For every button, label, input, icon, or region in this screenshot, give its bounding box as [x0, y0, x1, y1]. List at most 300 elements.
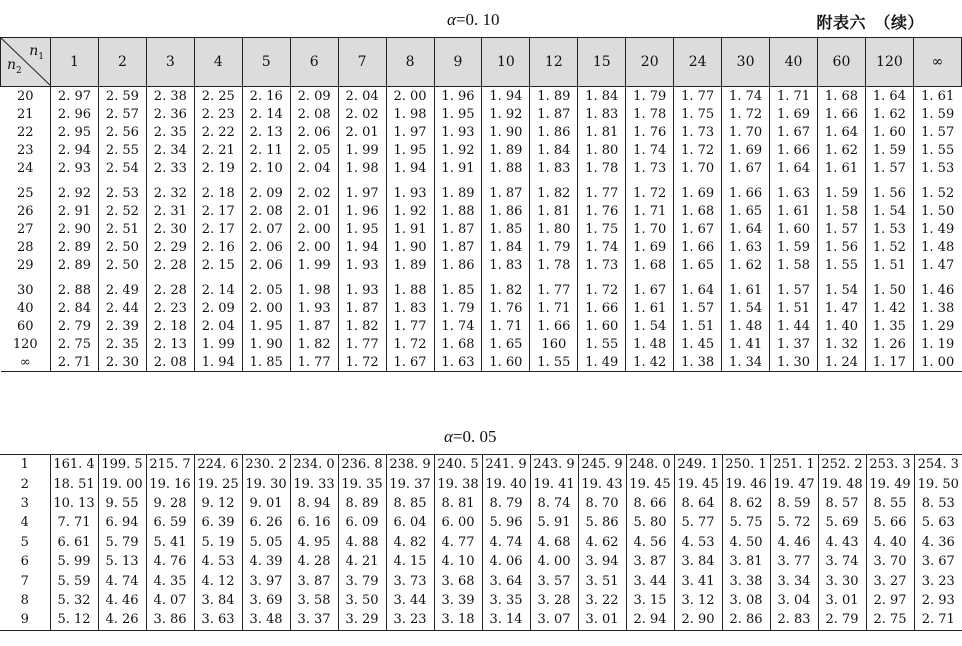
table-row: [1, 220, 962, 238]
row-header-cell: 22: [16, 124, 34, 140]
table-cell: 1. 54: [818, 274, 866, 299]
column-header: 3: [146, 38, 194, 87]
table-cell: 2. 35: [146, 123, 194, 141]
row-header-cell: 21: [16, 106, 34, 122]
table-cell: 4. 43: [818, 533, 866, 552]
table-cell: 2. 75: [866, 610, 914, 630]
table-cell: 1. 88: [386, 274, 434, 299]
table-cell: 2. 04: [194, 317, 242, 335]
table-cell: 2. 94: [51, 141, 99, 159]
table-cell: 1. 59: [865, 141, 913, 159]
table-cell: 3. 87: [626, 552, 674, 571]
table-cell: 1. 64: [818, 123, 866, 141]
table-cell: 1. 42: [865, 299, 913, 317]
table-cell: 4. 76: [146, 552, 194, 571]
table-cell: 2. 53: [98, 177, 146, 202]
table-cell: 1. 62: [818, 141, 866, 159]
table-cell: 3. 51: [578, 571, 626, 590]
table-cell: 2. 56: [98, 123, 146, 141]
table-cell: 1. 93: [434, 123, 482, 141]
table-cell: 2. 95: [51, 123, 99, 141]
table-cell: 1. 74: [578, 238, 626, 256]
table-cell: 1. 72: [722, 105, 770, 123]
table-cell: 1. 88: [434, 202, 482, 220]
table-cell: 1. 89: [386, 256, 434, 274]
table-cell: 4. 12: [194, 571, 242, 590]
table-cell: 1. 66: [530, 317, 578, 335]
row-header-cell: 29: [16, 257, 34, 273]
column-header: 8: [386, 38, 434, 87]
table-cell: 8. 59: [770, 494, 818, 513]
table-cell: 3. 30: [818, 571, 866, 590]
table-cell: 1. 37: [770, 335, 818, 353]
table-cell: 1. 97: [386, 123, 434, 141]
column-header: 20: [626, 38, 674, 87]
table-cell: 6. 00: [434, 513, 482, 532]
table-cell: 1. 92: [482, 105, 530, 123]
table-cell: 3. 50: [338, 591, 386, 610]
table-cell: 2. 16: [242, 87, 290, 106]
table-cell: 6. 59: [146, 513, 194, 532]
table-cell: 2. 13: [146, 335, 194, 353]
table-cell: 3. 77: [770, 552, 818, 571]
table-cell: 2. 08: [242, 202, 290, 220]
table-cell: 1. 55: [578, 335, 626, 353]
table-cell: 254. 3: [914, 455, 962, 475]
table-cell: 1. 78: [530, 256, 578, 274]
table-cell: 3. 81: [722, 552, 770, 571]
table-cell: 1. 54: [722, 299, 770, 317]
table-cell: 1. 94: [338, 238, 386, 256]
table-cell: 19. 33: [290, 474, 338, 493]
table-cell: 1. 55: [530, 353, 578, 372]
table-cell: 5. 12: [50, 610, 98, 630]
table-cell: 2. 86: [722, 610, 770, 630]
table-row: [0, 513, 962, 532]
table-row: [0, 494, 962, 513]
table-cell: 9. 01: [242, 494, 290, 513]
table-cell: 1. 52: [865, 238, 913, 256]
table-cell: 253. 3: [866, 455, 914, 475]
table-row: [1, 87, 962, 106]
table-cell: 1. 51: [865, 256, 913, 274]
table-cell: 3. 64: [482, 571, 530, 590]
table-cell: 2. 91: [51, 202, 99, 220]
table-cell: 1. 96: [434, 87, 482, 106]
table-cell: 1. 80: [578, 141, 626, 159]
table-cell: 1. 70: [626, 220, 674, 238]
table-cell: 2. 17: [194, 202, 242, 220]
table-cell: 2. 32: [146, 177, 194, 202]
row-header-cell: 40: [16, 300, 34, 316]
table-cell: 1. 00: [913, 353, 961, 372]
table-cell: 3. 73: [386, 571, 434, 590]
table-cell: 2. 09: [194, 299, 242, 317]
table-cell: 19. 25: [194, 474, 242, 493]
row-header-cell: 25: [16, 185, 34, 201]
table-cell: 1. 88: [482, 159, 530, 177]
table-cell: 4. 56: [626, 533, 674, 552]
row-header-cell: 24: [16, 160, 34, 176]
table-cell: 5. 80: [626, 513, 674, 532]
table-cell: 1. 86: [482, 202, 530, 220]
table-cell: 250. 1: [722, 455, 770, 475]
table-cell: 4. 50: [722, 533, 770, 552]
table-cell: 9. 55: [98, 494, 146, 513]
table-cell: 1. 58: [770, 256, 818, 274]
table-cell: 1. 57: [818, 220, 866, 238]
table-cell: 5. 69: [818, 513, 866, 532]
table-row: [1, 299, 962, 317]
table-cell: 5. 05: [242, 533, 290, 552]
table-cell: 230. 2: [242, 455, 290, 475]
table-cell: 1. 48: [913, 238, 961, 256]
table-row: [0, 455, 962, 475]
table-cell: 2. 28: [146, 256, 194, 274]
table-cell: 1. 38: [674, 353, 722, 372]
table-cell: 1. 79: [434, 299, 482, 317]
table-cell: 2. 18: [194, 177, 242, 202]
table-cell: 1. 72: [626, 177, 674, 202]
row-header-cell: 6: [20, 554, 29, 570]
table-cell: 2. 17: [194, 220, 242, 238]
table-cell: 1. 47: [913, 256, 961, 274]
table-cell: 19. 48: [818, 474, 866, 493]
table-cell: 1. 68: [626, 256, 674, 274]
row-header-cell: 30: [16, 282, 34, 298]
column-header: 15: [578, 38, 626, 87]
row-header-cell: 2: [20, 476, 29, 492]
table-cell: 8. 94: [290, 494, 338, 513]
table-cell: 8. 62: [722, 494, 770, 513]
table-cell: 1. 62: [865, 105, 913, 123]
corner-header: [1, 38, 51, 87]
table-cell: 2. 51: [98, 220, 146, 238]
table-cell: 19. 40: [482, 474, 530, 493]
table-cell: 8. 85: [386, 494, 434, 513]
table-cell: 1. 65: [674, 256, 722, 274]
table-cell: 1. 52: [913, 177, 961, 202]
table-row: [1, 159, 962, 177]
column-header: 10: [482, 38, 530, 87]
table-row: [1, 353, 962, 372]
row-header-cell: 120: [12, 336, 38, 352]
table-cell: 2. 71: [51, 353, 99, 372]
row-header-cell: 8: [20, 592, 29, 608]
table-cell: 1. 63: [770, 177, 818, 202]
table-cell: 1. 51: [674, 317, 722, 335]
table-cell: 4. 00: [530, 552, 578, 571]
table-cell: 1. 83: [482, 256, 530, 274]
table-cell: 5. 19: [194, 533, 242, 552]
table-cell: 1. 29: [913, 317, 961, 335]
table-cell: 2. 06: [242, 256, 290, 274]
table-cell: 1. 60: [865, 123, 913, 141]
table-cell: 1. 68: [818, 87, 866, 106]
table-cell: 1. 54: [865, 202, 913, 220]
column-header: 5: [242, 38, 290, 87]
table-cell: 1. 67: [386, 353, 434, 372]
table-cell: 1. 47: [818, 299, 866, 317]
table-cell: 8. 55: [866, 494, 914, 513]
alpha-caption-010: [447, 10, 500, 30]
table-cell: 199. 5: [98, 455, 146, 475]
table-cell: 1. 82: [530, 177, 578, 202]
table-cell: 5. 91: [530, 513, 578, 532]
table-cell: 3. 08: [722, 591, 770, 610]
table-cell: 3. 58: [290, 591, 338, 610]
table-cell: 1. 82: [482, 274, 530, 299]
table-cell: 1. 83: [578, 105, 626, 123]
table-cell: 2. 89: [51, 256, 99, 274]
table-cell: 5. 66: [866, 513, 914, 532]
table-row: [1, 317, 962, 335]
table-cell: 2. 90: [674, 610, 722, 630]
table-cell: 1. 85: [482, 220, 530, 238]
table-cell: 4. 10: [434, 552, 482, 571]
table-cell: 1. 92: [386, 202, 434, 220]
table-cell: 8. 79: [482, 494, 530, 513]
table-cell: 2. 88: [51, 274, 99, 299]
row-header-cell: ∞: [19, 354, 31, 370]
table-cell: 1. 80: [530, 220, 578, 238]
table-cell: 1. 67: [626, 274, 674, 299]
table-cell: 1. 79: [530, 238, 578, 256]
row-header-cell: 5: [20, 534, 29, 550]
row-header-cell: 1: [20, 457, 29, 473]
table-cell: 2. 05: [242, 274, 290, 299]
table-cell: 1. 41: [722, 335, 770, 353]
table-cell: 1. 72: [386, 335, 434, 353]
table-cell: 1. 76: [626, 123, 674, 141]
table-cell: 1. 96: [338, 202, 386, 220]
table-cell: 2. 25: [194, 87, 242, 106]
table-cell: 1. 59: [818, 177, 866, 202]
table-cell: 1. 71: [770, 87, 818, 106]
table-cell: 1. 71: [626, 202, 674, 220]
table-cell: 1. 59: [770, 238, 818, 256]
table-cell: 1. 45: [674, 335, 722, 353]
table-cell: 1. 24: [818, 353, 866, 372]
table-cell: 5. 72: [770, 513, 818, 532]
table-cell: 2. 00: [290, 238, 338, 256]
table-cell: 2. 92: [51, 177, 99, 202]
column-header: 40: [770, 38, 818, 87]
row-header-cell: 9: [20, 612, 29, 628]
table-cell: 2. 00: [242, 299, 290, 317]
table-cell: 19. 37: [386, 474, 434, 493]
table-cell: 3. 38: [722, 571, 770, 590]
row-header-cell: 7: [20, 573, 29, 589]
table-cell: 4. 68: [530, 533, 578, 552]
table-cell: 2. 79: [818, 610, 866, 630]
f-table-alpha-010: [0, 37, 962, 372]
table-cell: 5. 79: [98, 533, 146, 552]
table-cell: 5. 32: [50, 591, 98, 610]
table-cell: 3. 84: [674, 552, 722, 571]
table-cell: 6. 09: [338, 513, 386, 532]
n1-label: [29, 44, 44, 65]
table-cell: 1. 60: [578, 317, 626, 335]
table-cell: 1. 61: [913, 87, 961, 106]
table-row: [1, 238, 962, 256]
table-cell: 1. 82: [290, 335, 338, 353]
table-cell: 1. 81: [530, 202, 578, 220]
table-cell: 3. 22: [578, 591, 626, 610]
table-cell: 2. 97: [866, 591, 914, 610]
table-cell: 1. 26: [865, 335, 913, 353]
table-cell: 3. 67: [914, 552, 962, 571]
table-cell: 1. 99: [194, 335, 242, 353]
table-cell: 2. 49: [98, 274, 146, 299]
table-cell: 8. 53: [914, 494, 962, 513]
table-cell: 1. 75: [578, 220, 626, 238]
table-row: [1, 141, 962, 159]
table-cell: 1. 64: [865, 87, 913, 106]
table-row: [1, 274, 962, 299]
table-cell: 3. 44: [626, 571, 674, 590]
table-cell: 2. 39: [98, 317, 146, 335]
table-row: [1, 202, 962, 220]
column-header: 7: [338, 38, 386, 87]
table-body: [0, 455, 962, 631]
table-cell: 7. 71: [50, 513, 98, 532]
table-cell: 2. 00: [386, 87, 434, 106]
row-header-cell: 23: [16, 142, 34, 158]
table-cell: 1. 57: [674, 299, 722, 317]
table-cell: 1. 73: [626, 159, 674, 177]
table-cell: 1. 95: [338, 220, 386, 238]
table-cell: 2. 55: [98, 141, 146, 159]
table-cell: 3. 86: [146, 610, 194, 630]
table-cell: 1. 74: [434, 317, 482, 335]
table-cell: 2. 05: [290, 141, 338, 159]
table-cell: 2. 44: [98, 299, 146, 317]
table-cell: 6. 61: [50, 533, 98, 552]
alpha-value: =0. 10: [455, 10, 500, 29]
table-cell: 2. 18: [146, 317, 194, 335]
table-cell: 1. 46: [913, 274, 961, 299]
table-cell: 19. 00: [98, 474, 146, 493]
table-cell: 2. 19: [194, 159, 242, 177]
table-cell: 1. 66: [578, 299, 626, 317]
column-header: 2: [98, 38, 146, 87]
table-cell: 5. 59: [50, 571, 98, 590]
table-cell: 2. 11: [242, 141, 290, 159]
table-row: [1, 335, 962, 353]
table-cell: 2. 08: [146, 353, 194, 372]
table-cell: 1. 91: [386, 220, 434, 238]
table-cell: 1. 50: [865, 274, 913, 299]
table-cell: 8. 66: [626, 494, 674, 513]
table-cell: 2. 21: [194, 141, 242, 159]
table-cell: 6. 94: [98, 513, 146, 532]
column-header: 60: [818, 38, 866, 87]
table-cell: 1. 68: [434, 335, 482, 353]
table-cell: 1. 67: [722, 159, 770, 177]
table-cell: 1. 62: [722, 256, 770, 274]
table-cell: 1. 48: [722, 317, 770, 335]
table-cell: 3. 28: [530, 591, 578, 610]
table-row: [0, 533, 962, 552]
table-row: [0, 571, 962, 590]
table-cell: 1. 95: [434, 105, 482, 123]
table-cell: 9. 28: [146, 494, 194, 513]
table-cell: 6. 04: [386, 513, 434, 532]
table-cell: 1. 34: [722, 353, 770, 372]
table-cell: 2. 13: [242, 123, 290, 141]
table-cell: 1. 57: [770, 274, 818, 299]
table-cell: 1. 91: [434, 159, 482, 177]
page-title: 附表六 （续）: [816, 13, 924, 32]
column-header: ∞: [913, 38, 961, 87]
row-header-cell: 4: [20, 515, 29, 531]
table-cell: 2. 31: [146, 202, 194, 220]
table-cell: 238. 9: [386, 455, 434, 475]
table-cell: 1. 67: [770, 123, 818, 141]
table-cell: 4. 06: [482, 552, 530, 571]
table-cell: 19. 46: [722, 474, 770, 493]
table-cell: 2. 02: [290, 177, 338, 202]
alpha-symbol: α: [447, 10, 456, 29]
table-cell: 1. 71: [530, 299, 578, 317]
table-cell: 2. 94: [626, 610, 674, 630]
table-cell: 10. 13: [50, 494, 98, 513]
table-cell: 5. 77: [674, 513, 722, 532]
table-cell: 1. 87: [434, 238, 482, 256]
column-header: 9: [434, 38, 482, 87]
table-cell: 3. 48: [242, 610, 290, 630]
table-cell: 1. 56: [865, 177, 913, 202]
table-cell: 6. 39: [194, 513, 242, 532]
table-cell: 3. 63: [194, 610, 242, 630]
table-cell: 5. 13: [98, 552, 146, 571]
alpha-caption-005: [444, 427, 497, 447]
table-cell: 160: [530, 335, 578, 353]
table-cell: 1. 53: [865, 220, 913, 238]
f-table-alpha-005: [0, 454, 962, 631]
alpha-value: =0. 05: [452, 427, 497, 446]
table-cell: 1. 50: [913, 202, 961, 220]
table-cell: 3. 23: [386, 610, 434, 630]
table-cell: 3. 01: [578, 610, 626, 630]
table-cell: 1. 59: [913, 105, 961, 123]
table-cell: 2. 30: [98, 353, 146, 372]
table-cell: 2. 09: [242, 177, 290, 202]
table-cell: 1. 93: [290, 299, 338, 317]
table-cell: 1. 98: [290, 274, 338, 299]
table-cell: 1. 58: [818, 202, 866, 220]
table-cell: 8. 57: [818, 494, 866, 513]
column-header: 6: [290, 38, 338, 87]
table-cell: 234. 0: [290, 455, 338, 475]
table-row: [1, 256, 962, 274]
table-cell: 1. 55: [818, 256, 866, 274]
table-row: [0, 552, 962, 571]
n2-label: [7, 58, 22, 79]
table-cell: 1. 89: [530, 87, 578, 106]
table-cell: 4. 26: [98, 610, 146, 630]
table-cell: 19. 45: [626, 474, 674, 493]
table-cell: 1. 86: [530, 123, 578, 141]
table-cell: 4. 36: [914, 533, 962, 552]
table-cell: 19. 30: [242, 474, 290, 493]
table-cell: 1. 82: [338, 317, 386, 335]
table-cell: 236. 8: [338, 455, 386, 475]
table-cell: 3. 04: [770, 591, 818, 610]
table-cell: 4. 35: [146, 571, 194, 590]
table-cell: 3. 39: [434, 591, 482, 610]
